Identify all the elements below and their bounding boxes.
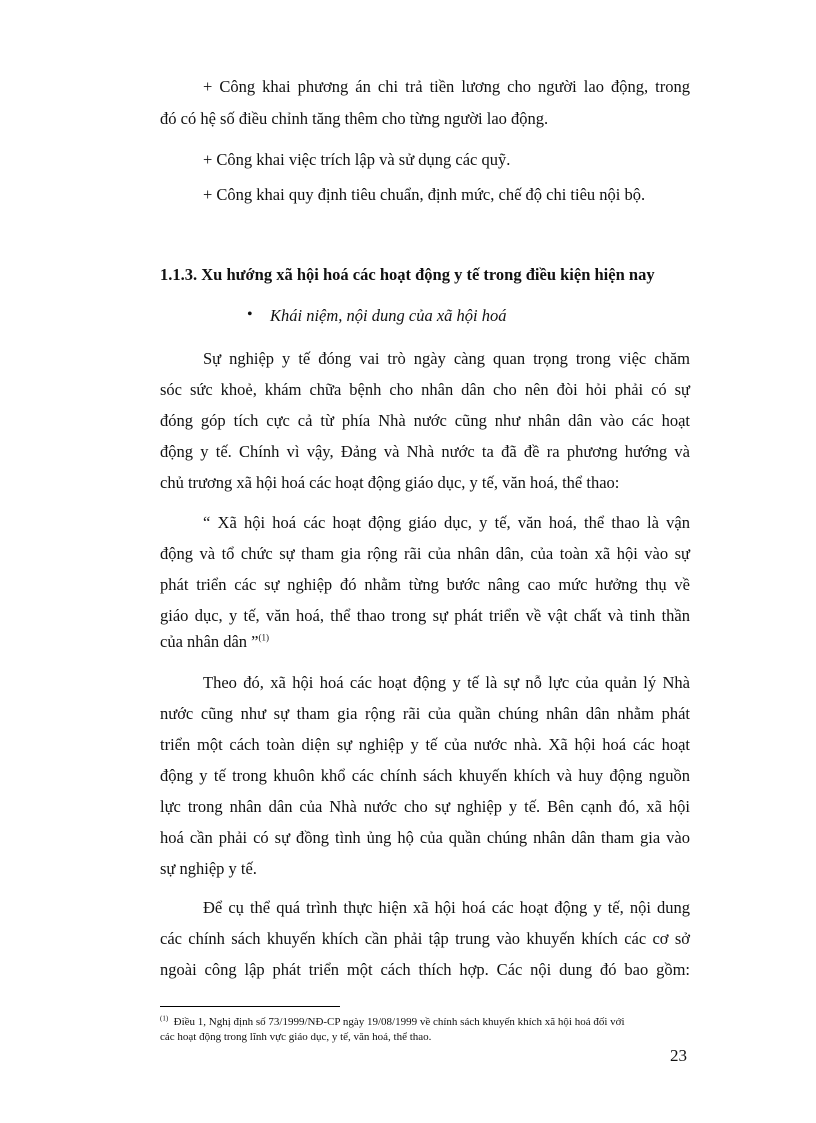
quote-line: giáo dục, y tế, văn hoá, thể thao trong sự phát triển về vật chất và tinh thần bbox=[160, 606, 690, 625]
paragraph-line: + Công khai việc trích lập và sử dụng các quỹ. bbox=[203, 150, 511, 169]
paragraph-line: động y tế. Chính vì vậy, Đảng và Nhà nước ta đã đề ra phương hướng và bbox=[160, 442, 690, 461]
bullet-icon: • bbox=[247, 306, 253, 323]
section-heading: 1.1.3. Xu hướng xã hội hoá các hoạt động y tế trong điều kiện hiện nay bbox=[160, 265, 655, 284]
footnote-line: các hoạt động trong lĩnh vực giáo dục, y tế, văn hoá, thể thao. bbox=[160, 1031, 432, 1043]
paragraph-line: đó có hệ số điều chỉnh tăng thêm cho từng người lao động. bbox=[160, 109, 549, 128]
quote-line bbox=[160, 632, 690, 652]
page-number: 23 bbox=[670, 1046, 687, 1065]
footnote-line bbox=[160, 1015, 690, 1029]
paragraph-line: sự nghiệp y tế. bbox=[160, 859, 257, 878]
quote-line: “ Xã hội hoá các hoạt động giáo dục, y tế, văn hoá, thể thao là vận bbox=[203, 513, 690, 532]
paragraph-line: sóc sức khoẻ, khám chữa bệnh cho nhân dân cho nên đòi hỏi phải có sự bbox=[160, 380, 690, 399]
paragraph-line: nước cũng như sự tham gia rộng rãi của quần chúng nhân dân nhằm phát bbox=[160, 704, 690, 723]
footnote-mark: (1) bbox=[160, 1014, 169, 1023]
paragraph-line: ngoài công lập phát triển một cách thích hợp. Các nội dung đó bao gồm: bbox=[160, 960, 690, 979]
quote-line: phát triển các sự nghiệp đó nhằm từng bước nâng cao mức hưởng thụ về bbox=[160, 575, 690, 594]
quote-last-text: của nhân dân ” bbox=[160, 632, 259, 651]
paragraph-line: Để cụ thể quá trình thực hiện xã hội hoá các hoạt động y tế, nội dung bbox=[203, 898, 690, 917]
footnote-text: Điều 1, Nghị định số 73/1999/NĐ-CP ngày 19/08/1999 về chính sách khuyến khích xã hội hoá đối với bbox=[173, 1016, 625, 1028]
paragraph-line: các chính sách khuyến khích cần phải tập trung vào khuyến khích các cơ sở bbox=[160, 929, 690, 948]
paragraph-line: + Công khai phương án chi trả tiền lương cho người lao động, trong bbox=[203, 77, 690, 96]
paragraph-line: Theo đó, xã hội hoá các hoạt động y tế là sự nỗ lực của quản lý Nhà bbox=[203, 673, 690, 692]
paragraph-line: hoá cần phải có sự đồng tình ủng hộ của quần chúng nhân dân tham gia vào bbox=[160, 828, 690, 847]
paragraph-line: chủ trương xã hội hoá các hoạt động giáo dục, y tế, văn hoá, thể thao: bbox=[160, 473, 620, 492]
bullet-item: Khái niệm, nội dung của xã hội hoá bbox=[270, 306, 507, 325]
quote-line: động và tổ chức sự tham gia rộng rãi của nhân dân, của toàn xã hội vào sự bbox=[160, 544, 690, 563]
paragraph-line: triển một cách toàn diện sự nghiệp y tế của nước nhà. Xã hội hoá các hoạt bbox=[160, 735, 690, 754]
paragraph-line: + Công khai quy định tiêu chuẩn, định mức, chế độ chi tiêu nội bộ. bbox=[203, 185, 646, 204]
footnote-reference: (1) bbox=[258, 632, 269, 643]
paragraph-line: lực trong nhân dân của Nhà nước cho sự nghiệp y tế. Bên cạnh đó, xã hội bbox=[160, 797, 690, 816]
footnote-divider bbox=[160, 1006, 340, 1007]
paragraph-line: động y tế trong khuôn khổ các chính sách khuyến khích và huy động nguồn bbox=[160, 766, 690, 785]
paragraph-line: Sự nghiệp y tế đóng vai trò ngày càng quan trọng trong việc chăm bbox=[203, 349, 690, 368]
paragraph-line: đóng góp tích cực cả từ phía Nhà nước cũng như nhân dân vào các hoạt bbox=[160, 411, 690, 430]
